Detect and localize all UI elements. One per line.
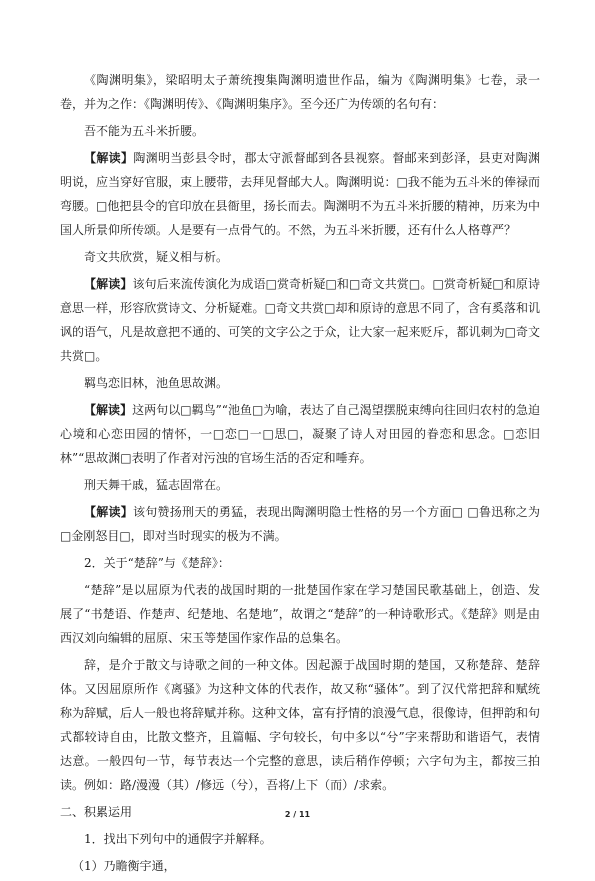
paragraph-text: 奇文共欣赏，疑义相与析。 xyxy=(84,250,229,264)
paragraph xyxy=(60,653,540,797)
paragraph-text: 二、积累运用 xyxy=(60,805,133,819)
paragraph-text: 吾不能为五斗米折腰。 xyxy=(84,124,205,138)
paragraph-text: 《陶渊明集》，梁昭明太子萧统搜集陶渊明遗世作品，编为《陶渊明集》七卷，录一卷，并为之作：《陶渊明传》、《陶渊明集序》。至今还广为传颂的名句有： xyxy=(60,73,540,111)
paragraph-text: 这两句以□羁鸟”“池鱼□为喻，表达了自己渴望摆脱束缚向往回归农村的急迫心境和心恋田园的情怀，一□恋□一□思□，凝聚了诗人对田园的眷恋和思念。□恋旧林”“思故渊□表明了作者对污浊的官场生活的否定和唾弃。 xyxy=(60,403,540,465)
paragraph-text: 2．关于“楚辞”与《楚辞》： xyxy=(84,556,230,570)
annotation-paragraph xyxy=(60,272,540,368)
annotation-paragraph xyxy=(60,398,540,470)
paragraph xyxy=(60,473,540,497)
paragraph-text: “楚辞”是以屈原为代表的战国时期的一批楚国作家在学习楚国民歌基础上，创造、发展了“书楚语、作楚声、纪楚地、名楚地”，故谓之“楚辞”的一种诗歌形式。《楚辞》则是由西汉刘向编辑的屈原、宋玉等楚国作家作品的总集名。 xyxy=(60,583,540,645)
paragraph xyxy=(60,551,540,575)
paragraph xyxy=(60,854,540,878)
paragraph-text: 刑天舞干戚，猛志固常在。 xyxy=(84,478,229,492)
paragraph xyxy=(60,578,540,650)
paragraph xyxy=(60,245,540,269)
annotation-label: 【解读】 xyxy=(84,505,134,519)
paragraph-text: 陶渊明当彭县令时，郡太守派督邮到各县视察。督邮来到彭泽，县吏对陶渊明说，应当穿好官服，束上腰带，去拜见督邮大人。陶渊明说：□我不能为五斗米的俸禄而弯腰。□他把县令的官印放在县衙里，扬长而去。陶渊明不为五斗米折腰的精神，历来为中国人所景仰所传颂。人是要有一点骨气的。不然，为五斗米折腰，还有什么人格尊严？ xyxy=(60,151,540,237)
paragraph-text: （1）乃瞻衡宇通， xyxy=(72,859,176,873)
paragraph xyxy=(60,827,540,851)
paragraph xyxy=(60,119,540,143)
document-body xyxy=(60,68,540,881)
annotation-paragraph xyxy=(60,146,540,242)
page-number: 2 / 11 xyxy=(284,810,311,819)
paragraph xyxy=(60,68,540,116)
paragraph-text: 1．找出下列句中的通假字并解释。 xyxy=(84,832,272,846)
annotation-label: 【解读】 xyxy=(84,151,134,165)
paragraph-text: 该句后来流传演化为成语□赏奇析疑□和□奇文共赏□。□赏奇析疑□和原诗意思一样，形容欣赏诗文、分析疑难。□奇文共赏□却和原诗的意思不同了，含有奚落和讥讽的语气，凡是故意把不通的、可笑的文字公之于众，让大家一起来贬斥，都讥刺为□奇文共赏□。 xyxy=(60,277,540,363)
paragraph-text: 羁鸟恋旧林，池鱼思故渊。 xyxy=(84,376,229,390)
annotation-label: 【解读】 xyxy=(84,403,133,417)
paragraph-text: 该句赞扬刑天的勇猛，表现出陶渊明隐士性格的另一个方面□ □鲁迅称之为□金刚怒目□，即对当时现实的极为不满。 xyxy=(60,505,540,543)
paragraph xyxy=(60,371,540,395)
annotation-label: 【解读】 xyxy=(84,277,133,291)
annotation-paragraph xyxy=(60,500,540,548)
paragraph-text: 辞，是介于散文与诗歌之间的一种文体。因起源于战国时期的楚国，又称楚辞、楚辞体。又因屈原所作《离骚》为这种文体的代表作，故又称“骚体”。到了汉代常把辞和赋统称为辞赋，后人一般也将辞赋并称。这种文体，富有抒情的浪漫气息，很像诗，但押韵和句式都较诗自由，比散文整齐，且篇幅、字句较长，句中多以“兮”字来帮助和谐语气，表情达意。一般四句一节，每节表达一个完整的意思，读后稍作停顿；六字句为主，都按三拍读。例如：路/漫漫（其）/修远（兮），吾将/上下（而）/求索。 xyxy=(60,658,541,792)
